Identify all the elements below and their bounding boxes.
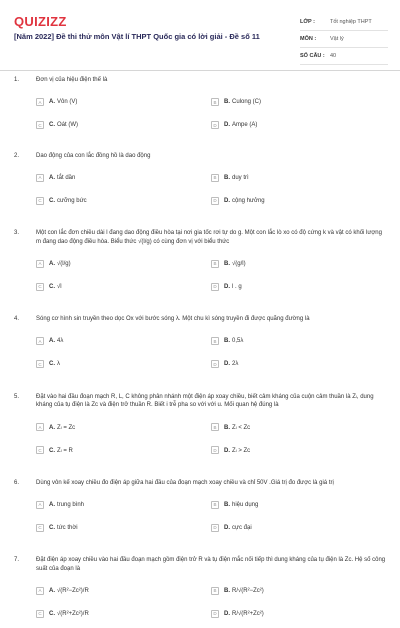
option-letter: B. (224, 260, 230, 267)
answer-option-d[interactable] (211, 356, 386, 373)
question-stem (0, 76, 400, 85)
answer-option-a[interactable] (36, 419, 211, 436)
answer-option-b[interactable] (211, 169, 386, 186)
option-letter: B. (224, 338, 230, 344)
option-value: λ (57, 361, 60, 367)
option-checkbox[interactable]: B (211, 501, 219, 509)
option-checkbox[interactable]: B (211, 423, 219, 431)
option-letter: C. (49, 447, 55, 454)
option-label (224, 338, 243, 344)
option-label (49, 502, 84, 508)
answer-option-a[interactable] (36, 169, 211, 186)
question-stem (0, 152, 400, 161)
option-checkbox[interactable]: A (36, 260, 44, 268)
option-checkbox[interactable]: C (36, 446, 44, 454)
question-2 (0, 152, 400, 216)
meta-value: Vật lý (330, 36, 344, 42)
option-value: cưỡng bức (57, 197, 87, 204)
option-checkbox[interactable]: A (36, 587, 44, 595)
option-label (224, 284, 242, 290)
answer-option-c[interactable] (36, 605, 211, 622)
answer-option-d[interactable] (211, 519, 386, 536)
question-list (0, 76, 400, 628)
answer-option-b[interactable] (211, 419, 386, 436)
option-letter: D. (224, 447, 230, 454)
option-letter: C. (49, 283, 55, 290)
answer-option-b[interactable] (211, 333, 386, 350)
answer-option-a[interactable] (36, 496, 211, 513)
option-checkbox[interactable]: C (36, 283, 44, 291)
answer-option-d[interactable] (211, 278, 386, 295)
option-label (49, 525, 78, 531)
option-label (224, 588, 264, 594)
question-stem (0, 229, 400, 246)
option-checkbox[interactable]: A (36, 98, 44, 106)
option-value: √(g/l) (232, 260, 246, 267)
option-label (224, 361, 238, 367)
meta-value: 40 (330, 53, 337, 59)
question-number: 2. (14, 152, 20, 159)
option-letter: D. (224, 610, 230, 617)
question-number: 7. (14, 557, 20, 563)
meta-key: SỐ CÂU : (300, 53, 325, 59)
option-letter: B. (224, 587, 230, 594)
option-letter: B. (224, 174, 230, 181)
answer-options (36, 169, 386, 215)
option-label (49, 122, 78, 128)
worksheet-meta (300, 14, 388, 65)
question-number: 5. (14, 393, 20, 400)
question-6 (0, 479, 400, 543)
option-value: R/√(R²−Zᴄ²) (232, 587, 264, 594)
option-label (224, 198, 265, 204)
question-number: 3. (14, 230, 20, 236)
option-value: Ampe (A) (232, 122, 258, 128)
option-value: 2λ (232, 361, 239, 367)
option-letter: A. (49, 424, 55, 431)
question-text: Dao động của con lắc đồng hồ là dao động (36, 152, 151, 159)
option-value: duy trì (232, 174, 249, 181)
option-value: l . g (232, 283, 242, 290)
option-label (49, 611, 89, 617)
option-checkbox[interactable]: B (211, 98, 219, 106)
option-value: √(R²+Zᴄ²)/R (57, 610, 89, 617)
meta-key: MÔN : (300, 36, 317, 42)
question-text: Dùng vôn kế xoay chiều đo điện áp giữa hai đầu của đoạn mạch xoay chiều và chỉ 50V .Giá trị đo được là giá trị (36, 479, 334, 486)
answer-options (36, 496, 386, 542)
answer-options (36, 419, 386, 465)
worksheet-title: [Năm 2022] Đề thi thử môn Vật lí THPT Quốc gia có lời giải - Đề số 11 (14, 32, 260, 41)
option-checkbox[interactable]: B (211, 587, 219, 595)
option-letter: B. (224, 99, 230, 105)
option-letter: D. (224, 122, 230, 128)
option-value: Oát (W) (57, 122, 78, 128)
option-letter: C. (49, 610, 55, 617)
question-3 (0, 229, 400, 301)
option-value: tắt dần (57, 174, 76, 181)
option-checkbox[interactable]: D (211, 360, 219, 368)
answer-option-d[interactable] (211, 605, 386, 622)
option-value: Culong (C) (232, 99, 262, 105)
question-text: Một con lắc đơn chiều dài l đang dao động điều hòa tại nơi gia tốc rơi tự do g. Một con lắc lò xo có độ cứng k và vật có khối lượng m đang dao động điều hòa. Biểu thức √(l/g) có cùng đơn vị với biểu thức (36, 230, 382, 245)
question-5 (0, 393, 400, 465)
header-divider (0, 70, 400, 71)
question-stem (0, 315, 400, 324)
option-checkbox[interactable]: C (36, 360, 44, 368)
option-checkbox[interactable]: B (211, 337, 219, 345)
question-text: Đặt vào hai đầu đoạn mạch R, L, C không phân nhánh một điện áp xoay chiều, biết cảm kháng của cuộn cảm thuần là Zₗ, dung kháng của tụ điện là Zᴄ và điện trở thuần R. Biết i trễ pha so với với u. Mối quan hệ đúng là (36, 393, 374, 408)
option-value: 0,5λ (232, 338, 244, 344)
answer-option-c[interactable] (36, 192, 211, 209)
answer-option-a[interactable] (36, 582, 211, 599)
answer-option-d[interactable] (211, 192, 386, 209)
question-text: Đơn vị của hiệu điện thế là (36, 77, 108, 83)
option-checkbox[interactable]: D (211, 197, 219, 205)
answer-option-c[interactable] (36, 442, 211, 459)
question-text: Sóng cơ hình sin truyền theo dọc Ox với bước sóng λ. Một chu kì sóng truyền đi được quãng đường là (36, 316, 310, 322)
option-letter: C. (49, 122, 55, 128)
option-label (49, 424, 75, 431)
question-1 (0, 76, 400, 140)
option-checkbox[interactable]: A (36, 337, 44, 345)
question-4 (0, 315, 400, 379)
answer-options (36, 255, 386, 301)
question-text: Đặt điện áp xoay chiều vào hai đầu đoạn mạch gồm điện trở R và tụ điện mắc nối tiếp thì dung kháng của tụ điện là Zᴄ. Hệ số công suất của đoạn là (36, 557, 386, 572)
option-value: cộng hưởng (232, 197, 265, 204)
option-letter: C. (49, 524, 55, 531)
option-value: cực đại (232, 524, 252, 531)
option-letter: D. (224, 283, 230, 290)
answer-options (36, 333, 386, 379)
option-label (224, 611, 264, 617)
meta-row-count (300, 48, 388, 65)
option-letter: A. (49, 587, 55, 594)
option-label (224, 122, 257, 128)
option-letter: A. (49, 501, 55, 508)
option-label (49, 284, 62, 290)
answer-option-c[interactable] (36, 519, 211, 536)
option-letter: A. (49, 260, 55, 267)
meta-row-subject (300, 31, 388, 48)
option-checkbox[interactable]: A (36, 174, 44, 182)
worksheet-header (0, 0, 400, 62)
option-label (49, 447, 73, 454)
answer-option-b[interactable] (211, 255, 386, 272)
quizizz-logo: QUIZIZZ (14, 14, 67, 29)
option-value: trung bình (57, 501, 85, 508)
option-checkbox[interactable]: A (36, 423, 44, 431)
option-label (224, 525, 252, 531)
option-checkbox[interactable]: D (211, 524, 219, 532)
option-label (49, 175, 75, 181)
answer-option-a[interactable] (36, 94, 211, 111)
option-value: Zₗ < Zᴄ (232, 424, 251, 431)
option-label (49, 99, 77, 105)
question-number: 6. (14, 479, 20, 486)
option-value: Zₗ = Zᴄ (57, 424, 76, 431)
answer-option-c[interactable] (36, 278, 211, 295)
option-value: Zₗ = R (57, 447, 73, 454)
option-label (224, 502, 258, 508)
option-value: √(l/g) (57, 260, 71, 267)
answer-option-d[interactable] (211, 117, 386, 134)
option-label (49, 338, 63, 344)
option-checkbox[interactable]: D (211, 121, 219, 129)
option-label (224, 447, 250, 454)
option-letter: D. (224, 524, 230, 531)
meta-key: LỚP : (300, 19, 315, 25)
question-stem (0, 393, 400, 410)
option-letter: B. (224, 501, 230, 508)
option-letter: C. (49, 197, 55, 204)
option-letter: D. (224, 197, 230, 204)
option-checkbox[interactable]: B (211, 174, 219, 182)
option-checkbox[interactable]: C (36, 197, 44, 205)
meta-value: Tốt nghiệp THPT (330, 19, 372, 25)
question-number: 4. (14, 316, 20, 322)
question-stem (0, 479, 400, 488)
option-letter: C. (49, 361, 55, 367)
option-checkbox[interactable]: D (211, 610, 219, 618)
option-value: 4λ (57, 338, 64, 344)
option-checkbox[interactable]: C (36, 524, 44, 532)
option-label (49, 588, 89, 594)
option-checkbox[interactable]: A (36, 501, 44, 509)
option-value: √(R²−Zᴄ²)/R (57, 587, 89, 594)
option-value: Vôn (V) (57, 99, 78, 105)
question-stem (0, 556, 400, 573)
answer-option-b[interactable] (211, 582, 386, 599)
answer-options (36, 94, 386, 140)
option-letter: A. (49, 99, 55, 105)
option-checkbox[interactable]: C (36, 121, 44, 129)
answer-option-b[interactable] (211, 94, 386, 111)
option-label (224, 175, 249, 181)
option-checkbox[interactable]: D (211, 283, 219, 291)
option-letter: B. (224, 424, 230, 431)
option-label (49, 361, 60, 367)
option-label (224, 99, 261, 105)
answer-option-d[interactable] (211, 442, 386, 459)
question-7 (0, 556, 400, 628)
option-value: Zₗ > Zᴄ (232, 447, 251, 454)
answer-options (36, 582, 386, 628)
option-letter: A. (49, 338, 55, 344)
option-letter: A. (49, 174, 55, 181)
option-value: tức thời (57, 524, 78, 531)
option-label (49, 261, 71, 267)
answer-option-a[interactable] (36, 255, 211, 272)
option-letter: D. (224, 361, 230, 367)
answer-option-b[interactable] (211, 496, 386, 513)
option-checkbox[interactable]: B (211, 260, 219, 268)
option-value: √l (57, 283, 62, 290)
option-value: R/√(R²+Zᴄ²) (232, 610, 264, 617)
option-checkbox[interactable]: D (211, 446, 219, 454)
question-number: 1. (14, 77, 20, 83)
option-label (224, 424, 250, 431)
meta-row-class (300, 14, 388, 31)
answer-option-c[interactable] (36, 117, 211, 134)
option-checkbox[interactable]: C (36, 610, 44, 618)
answer-option-c[interactable] (36, 356, 211, 373)
option-label (224, 261, 246, 267)
answer-option-a[interactable] (36, 333, 211, 350)
option-value: hiệu dụng (232, 501, 259, 508)
option-label (49, 198, 87, 204)
